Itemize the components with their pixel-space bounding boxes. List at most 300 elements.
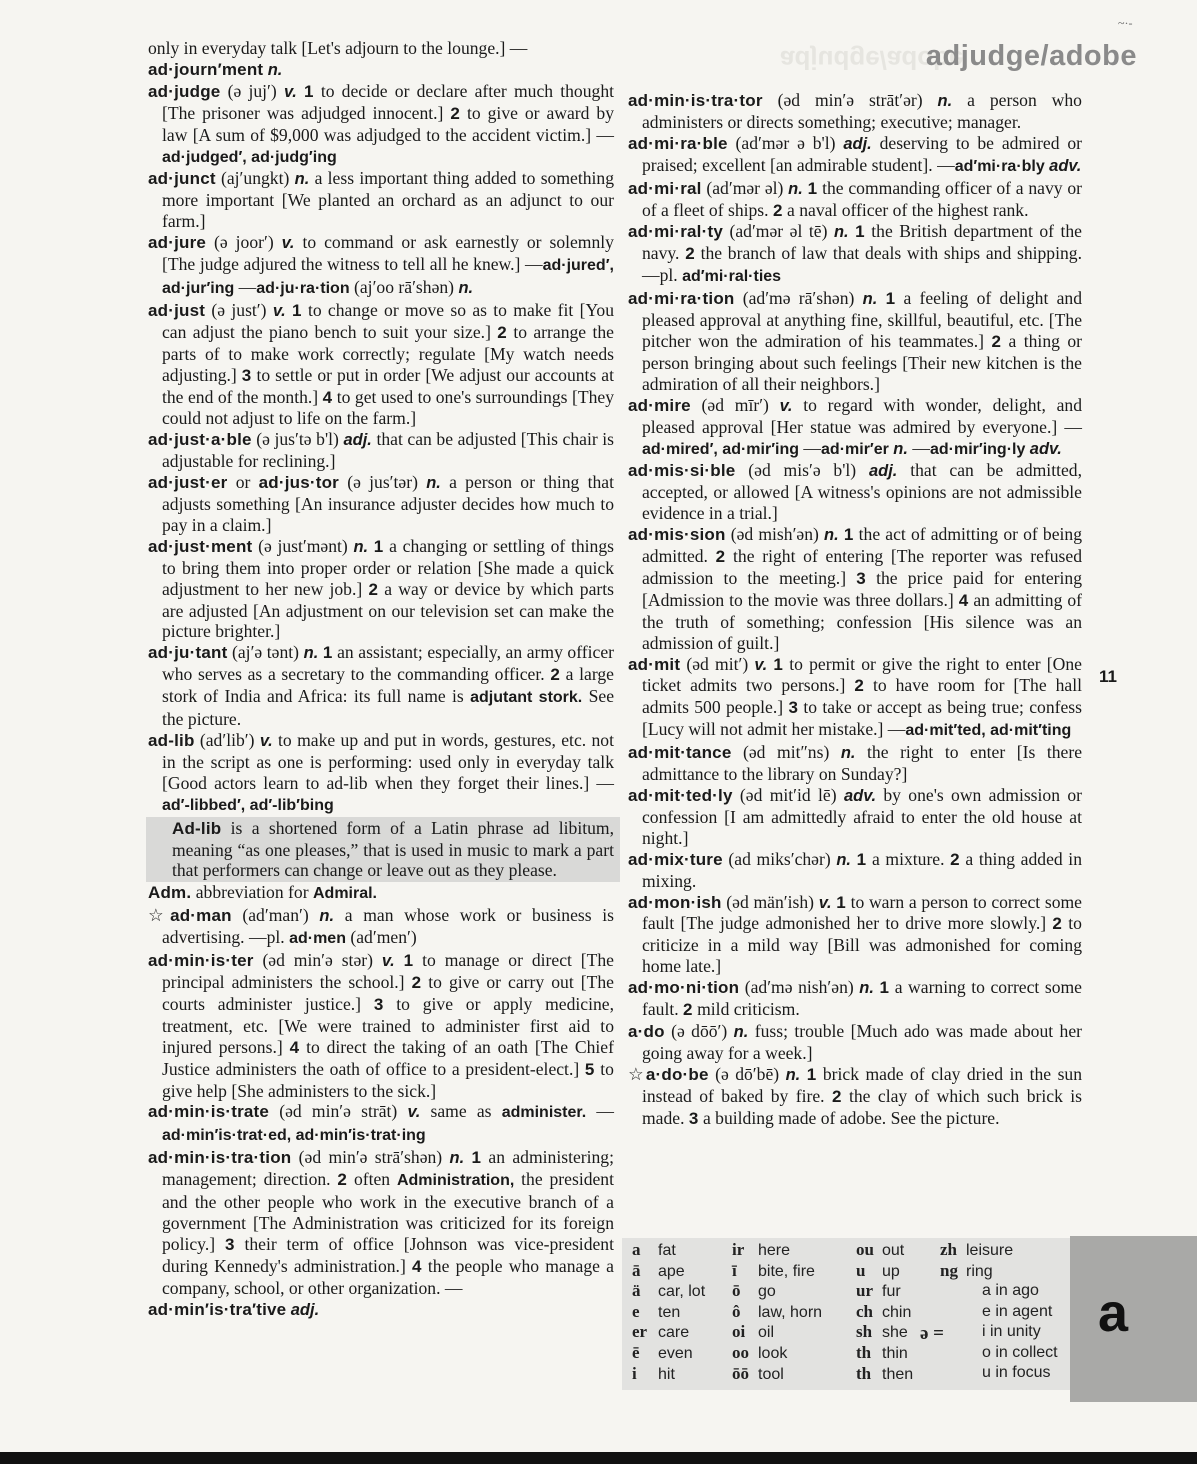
key-symbol: ī xyxy=(732,1260,737,1280)
entry-text: adjunct xyxy=(509,190,562,211)
entry-text: a warning to correct some fault. xyxy=(642,977,1082,1020)
dictionary-entry xyxy=(148,38,614,59)
entry-text: of his teammates.] xyxy=(841,330,992,351)
entry-text: See the picture. xyxy=(162,686,614,730)
entry-text: their term of office [Johnson was vice-president during Kennedy's xyxy=(162,1233,614,1276)
headword: 2 xyxy=(854,676,864,696)
entry-text: (əd min′ə strāt) xyxy=(269,1101,408,1122)
dictionary-entry xyxy=(628,133,1082,178)
entry-text: the school.] xyxy=(312,971,412,992)
headword: 2 xyxy=(685,244,695,264)
headword: 1 xyxy=(843,525,854,545)
key-row xyxy=(632,1302,705,1323)
part-of-speech: n. xyxy=(840,744,856,763)
entry-text: to our farm.] xyxy=(162,190,614,232)
run-on-form: Admiral. xyxy=(312,885,377,903)
key-word: even xyxy=(658,1344,693,1362)
entry-text: deserving to be admired or praised; excellent [an xyxy=(642,132,1082,175)
run-on-form: ad·mir′ing·ly xyxy=(929,440,1026,458)
headword: 1 xyxy=(292,300,302,320)
dictionary-entry xyxy=(148,950,614,1101)
key-column-4 xyxy=(940,1240,1013,1281)
entry-text: adjustable xyxy=(162,451,234,472)
part-of-speech: adj. xyxy=(343,431,372,450)
entry-text: a man whose work or business is advertising. — xyxy=(162,905,615,948)
dictionary-entry xyxy=(148,905,614,950)
entry-text: a changing or settling of things to bring them into proper order or relation [She made a quick xyxy=(162,535,614,578)
part-of-speech: n. xyxy=(319,907,335,926)
entry-text xyxy=(347,1169,354,1189)
part-of-speech: n. xyxy=(937,92,953,110)
left-column xyxy=(148,38,614,1320)
page-edge xyxy=(0,1452,1197,1464)
headword: ad·min′is·tra′tive xyxy=(148,1299,287,1319)
entry-text: adjourn xyxy=(345,38,399,58)
entry-text: that can be admitted, accepted, or allowed [A witness's opinions are not xyxy=(642,460,1082,503)
entry-text: to settle or put in order [We xyxy=(251,364,460,385)
entry-text: often xyxy=(353,1169,391,1190)
entry-text: admission xyxy=(642,567,714,588)
schwa-symbol: ə = xyxy=(920,1323,945,1344)
entry-text: a building made of adobe. xyxy=(698,1107,891,1128)
run-on-form: ad·mit′ted, ad·mit′ting xyxy=(905,722,1072,740)
part-of-speech: adv. xyxy=(1029,439,1062,458)
headword: ad·mon·ish xyxy=(628,892,722,912)
key-row xyxy=(732,1322,822,1343)
part-of-speech: n. xyxy=(862,290,878,309)
run-on-form: ad·men xyxy=(289,930,346,948)
headword: 2 xyxy=(337,1170,348,1190)
headword: a·do xyxy=(628,1021,665,1041)
dictionary-entry xyxy=(148,642,614,730)
entry-text: a person or thing that adjusts something [An insurance xyxy=(162,472,614,515)
key-symbol: ch xyxy=(856,1301,873,1321)
entry-text xyxy=(390,1169,397,1189)
headword: ad·mi·ra·ble xyxy=(628,133,728,153)
entry-text: — xyxy=(586,1101,614,1122)
key-row xyxy=(632,1281,705,1302)
headword: ad·mix·ture xyxy=(628,849,723,869)
entry-text: (ə dō′bē) xyxy=(708,1063,786,1084)
entry-text: brick made of clay dried in the sun instead of baked by fire. xyxy=(642,1063,1083,1106)
entry-text: administers xyxy=(268,1080,350,1101)
entry-text: administers xyxy=(231,971,313,992)
entry-text: Admission xyxy=(647,589,725,610)
entry-text: for reclining.] xyxy=(233,451,336,472)
key-word: car, lot xyxy=(658,1283,706,1301)
key-row xyxy=(856,1281,913,1302)
headword: ad·min·is·ter xyxy=(148,951,254,971)
entry-text: by one's own admission or confession [I am xyxy=(642,785,1082,827)
entry-text: (aj′ungkt) xyxy=(215,168,295,189)
entry-text: a feeling of delight and pleased approval at anything fine, skillful, beautiful, etc. [The pitcher won the xyxy=(642,288,1082,351)
entry-text: an admitting of the truth of something; confession [His silence was an xyxy=(642,589,1082,632)
key-word: then xyxy=(882,1365,914,1383)
entry-text: the clay of which such brick is made. xyxy=(642,1085,1083,1128)
entry-text: (ə dōō′) xyxy=(664,1020,734,1041)
headword: ad·mo·ni·tion xyxy=(628,978,740,998)
headword: 2 xyxy=(550,665,560,685)
entry-text: that can be adjusted [This chair is xyxy=(371,429,615,450)
key-symbol: er xyxy=(632,1322,648,1342)
key-row: o in collect xyxy=(982,1343,1058,1361)
key-row: i in unity xyxy=(982,1323,1041,1341)
entry-text xyxy=(877,288,885,308)
headword: 1 xyxy=(807,178,818,198)
dictionary-entry xyxy=(148,59,614,81)
headword: 3 xyxy=(224,1234,235,1254)
dictionary-entry xyxy=(628,221,1082,288)
key-row: a in ago xyxy=(982,1282,1039,1299)
entry-text: to have room for [The hall xyxy=(863,675,1082,696)
dictionary-entry xyxy=(628,1021,1082,1064)
part-of-speech: v. xyxy=(818,893,832,912)
entry-text: or xyxy=(227,472,259,493)
entry-text: to make up and put in words, gestures, etc. not in the script as one is performing: xyxy=(162,730,614,772)
entry-text: student]. — xyxy=(867,154,955,175)
key-symbol: ô xyxy=(732,1301,741,1321)
part-of-speech: n. xyxy=(833,223,849,242)
part-of-speech: n. xyxy=(458,278,474,297)
entry-text: her mistake.] — xyxy=(787,719,906,740)
entry-text: the people who manage a company, school, or other organization. — xyxy=(162,1255,614,1298)
entry-text: (əd mit″ns) xyxy=(731,742,841,763)
entry-text: abbreviation for xyxy=(195,882,309,903)
entry-text: the president and the other people who work in the executive branch of a government [The xyxy=(162,1169,614,1233)
entry-text: the witness to tell all he knew.] — xyxy=(296,254,543,275)
key-row xyxy=(856,1364,913,1385)
dictionary-entry xyxy=(148,168,614,232)
entry-text: only in everyday talk xyxy=(148,38,298,58)
dictionary-entry xyxy=(148,1101,614,1147)
entry-text: ado xyxy=(903,1020,930,1041)
key-row xyxy=(632,1240,705,1261)
run-on-form: administer. xyxy=(501,1104,587,1122)
headword: 2 xyxy=(991,331,1002,351)
key-symbol: a xyxy=(632,1240,641,1259)
part-of-speech: n. xyxy=(426,474,441,493)
headword: 4 xyxy=(322,387,333,407)
entry-text: 500 people.] xyxy=(688,697,789,718)
headword: 2 xyxy=(950,849,960,869)
entry-text: (ad miks′chər) xyxy=(722,848,837,869)
entry-text: — xyxy=(799,437,822,458)
key-row xyxy=(940,1240,1013,1261)
entry-text: (ə jus′tər) xyxy=(339,472,427,493)
part-of-speech: n. xyxy=(267,60,283,79)
key-symbol: i xyxy=(632,1363,637,1383)
entry-text: adjudged xyxy=(301,102,366,123)
key-column-2 xyxy=(732,1240,822,1384)
headword: ad·journ′ment xyxy=(148,59,264,79)
entry-text: the branch of law that deals with ships and shipping. — xyxy=(642,243,1082,286)
key-word: look xyxy=(758,1344,788,1362)
entry-text: (əd min′ə stər) xyxy=(253,950,382,971)
headword: 3 xyxy=(373,994,384,1014)
entry-text: our accounts at the end of the month.] xyxy=(162,364,615,407)
entry-text: decides how much to pay in a claim.] xyxy=(162,494,615,535)
entry-text: to criticize in a mild way [Bill was xyxy=(642,913,1082,956)
entry-text: same as xyxy=(430,1101,492,1122)
entry-text: admittance xyxy=(642,764,720,785)
key-word: tool xyxy=(758,1365,784,1383)
dictionary-entry xyxy=(148,730,614,817)
headword: ad·man xyxy=(170,906,232,926)
entry-text: admittedly xyxy=(771,806,847,827)
key-word: chin xyxy=(882,1303,912,1321)
entry-text: an assistant; especially, an army officer who serves as a secretary to the commanding officer. xyxy=(162,642,614,685)
part-of-speech: n. xyxy=(859,979,874,998)
entry-text: (ə juj′) xyxy=(220,80,284,101)
entry-text: adjust xyxy=(192,321,235,342)
entry-text: a person who administers or directs something; executive; manager. xyxy=(642,90,1082,132)
headword: 4 xyxy=(958,590,969,610)
headword: ad·just·ment xyxy=(148,536,253,556)
run-on-form: Administration, xyxy=(396,1172,515,1190)
dictionary-entry xyxy=(148,300,614,429)
key-symbol: ē xyxy=(632,1342,640,1362)
entry-text: adjustment xyxy=(285,600,363,621)
headword: ad·jus·tor xyxy=(258,473,339,493)
part-of-speech: n. xyxy=(303,644,319,663)
key-word: law, horn xyxy=(758,1303,823,1321)
entry-text: admission xyxy=(642,632,714,653)
entry-text: to change or move so as to make fit [You can xyxy=(162,299,614,342)
dictionary-entry xyxy=(628,1064,1082,1130)
headword: 2 xyxy=(831,1086,842,1106)
headword: 1 xyxy=(773,654,784,674)
key-word: care xyxy=(658,1324,690,1342)
key-symbol: oi xyxy=(732,1322,746,1342)
entry-text: pl. xyxy=(659,265,678,286)
key-word: bite, fire xyxy=(758,1262,815,1280)
headword: ad-lib xyxy=(148,731,195,750)
entry-text: to direct the taking of an oath [The Chief Justice xyxy=(162,1036,614,1079)
entry-text: Administration xyxy=(292,1212,399,1233)
key-symbol: ou xyxy=(856,1240,874,1259)
show-through-text: adjudge/adobe xyxy=(780,45,964,75)
entry-text: (əd män′ish) xyxy=(721,891,819,912)
entry-text: a large stork of India and Africa: xyxy=(162,664,614,707)
entry-text: (ad′lib′) xyxy=(194,730,260,750)
dictionary-entry xyxy=(148,429,614,472)
headword: ad·judge xyxy=(148,81,221,101)
usage-note xyxy=(146,817,620,883)
headword: ad·ju·tant xyxy=(148,643,228,663)
part-of-speech: n. xyxy=(449,1149,465,1168)
headword: 3 xyxy=(788,698,799,718)
headword: ad·jure xyxy=(148,233,207,253)
part-of-speech: n. xyxy=(785,1065,801,1084)
dictionary-entry xyxy=(628,849,1082,892)
key-row xyxy=(732,1343,822,1364)
entry-text: the right to enter [Is there xyxy=(855,742,1083,763)
entry-text: the oath of office to a president-elect.] xyxy=(296,1058,585,1079)
entry-text: adjust xyxy=(459,364,502,385)
entry-text: administers xyxy=(215,1058,297,1079)
dictionary-entry xyxy=(628,178,1082,222)
key-row xyxy=(856,1261,913,1282)
entry-text: adjusting. xyxy=(162,364,231,385)
entry-text: ☆ xyxy=(148,905,171,926)
entry-text: first aid to injured persons.] xyxy=(162,1015,614,1057)
part-of-speech: v. xyxy=(283,82,297,101)
headword: 2 xyxy=(715,547,726,567)
part-of-speech: v. xyxy=(754,655,768,674)
part-of-speech: n. xyxy=(893,439,908,458)
entry-text: (əd mit′) xyxy=(680,653,755,674)
entry-text: ☆ xyxy=(628,1063,646,1084)
key-word: hit xyxy=(658,1365,675,1383)
run-on-form: ad′mi·ra·bly xyxy=(954,157,1045,175)
headword: 4 xyxy=(289,1037,300,1057)
headword: ad·just·a·ble xyxy=(148,430,252,450)
part-of-speech: adj. xyxy=(843,134,872,153)
part-of-speech: v. xyxy=(381,952,395,971)
part-of-speech: v. xyxy=(281,234,295,253)
part-of-speech: n. xyxy=(733,1022,749,1041)
key-row xyxy=(632,1364,705,1385)
headword: ad·mit·ted·ly xyxy=(628,786,733,805)
entry-text: was made about her going away for a week.] xyxy=(642,1020,1082,1063)
entry-text: to give or award by law [A sum of $9,000 was xyxy=(162,102,615,145)
key-row: u in focus xyxy=(982,1364,1051,1382)
entry-text: admired xyxy=(892,416,951,437)
entry-text: admirable xyxy=(796,154,868,175)
key-word: she xyxy=(882,1324,908,1342)
entry-text: (əd mis′ə b'l) xyxy=(735,460,869,481)
entry-text: to regard with wonder, delight, and pleased approval [Her statue was xyxy=(642,394,1082,437)
entry-text: afraid to enter the old house at night.] xyxy=(642,806,1082,848)
key-row xyxy=(732,1302,822,1323)
entry-text: evidence in a trial.] xyxy=(642,503,778,524)
headword: ad·mis·sion xyxy=(628,525,726,545)
entry-text xyxy=(492,1101,502,1121)
entry-text: innocent.] xyxy=(365,102,451,123)
part-of-speech: v. xyxy=(272,301,286,320)
entry-text: ] xyxy=(230,364,242,385)
entry-text: justice.] xyxy=(292,993,374,1014)
entry-text: used only in everyday talk xyxy=(419,751,614,772)
dictionary-entry xyxy=(628,288,1082,395)
entry-text: (ə joor′) xyxy=(206,232,282,253)
entry-text: adjuster xyxy=(400,494,457,515)
key-row xyxy=(732,1261,822,1282)
key-row xyxy=(632,1261,705,1282)
key-symbol: u xyxy=(856,1260,866,1280)
headword: a·do·be xyxy=(645,1064,709,1084)
entry-text: adjustment xyxy=(162,578,240,599)
guide-words: adjudge/adobe xyxy=(925,40,1137,72)
headword: 2 xyxy=(683,1000,693,1020)
headword: 2 xyxy=(1052,914,1063,934)
entry-text: [Good actors learn to xyxy=(162,772,327,793)
headword: 1 xyxy=(879,978,890,998)
headword: 1 xyxy=(855,222,865,242)
key-symbol: ä xyxy=(632,1281,641,1301)
entry-text: a thing or person bringing about such feelings [Their new kitchen is the xyxy=(642,330,1082,373)
key-word: leisure xyxy=(966,1242,1014,1259)
entry-text: administer xyxy=(217,993,293,1014)
run-on-form: ad′-libbed′, ad′-lib′bing xyxy=(162,796,334,814)
run-on-form: ad·min′is·trat·ed, ad·min′is·trat·ing xyxy=(162,1127,426,1145)
entry-text: (əd min′ə strā′shən) xyxy=(291,1147,450,1168)
entry-text: (əd mīr′) xyxy=(690,394,780,415)
entry-text xyxy=(395,950,404,970)
key-symbol: ō xyxy=(732,1281,741,1301)
entry-text: (ad′man′) xyxy=(231,905,320,926)
headword: ad·mit·tance xyxy=(628,743,732,763)
entry-text: is a shortened form of a Latin phrase xyxy=(221,817,533,838)
dictionary-entry xyxy=(628,395,1082,461)
headword: ad·just xyxy=(148,300,206,320)
key-row xyxy=(732,1364,822,1385)
part-of-speech: adv. xyxy=(1049,156,1082,175)
key-word: out xyxy=(882,1242,905,1259)
entry-text: (ad′mər əl tē) xyxy=(722,221,834,242)
pronunciation-key xyxy=(622,1238,1070,1390)
part-of-speech: n. xyxy=(353,537,369,556)
dictionary-entry xyxy=(628,524,1082,653)
key-word: ape xyxy=(658,1262,685,1280)
run-on-form: adjutant stork. xyxy=(470,689,583,707)
entry-text: of guilt.] xyxy=(713,632,780,653)
entry-text: ad libitum, xyxy=(532,817,614,838)
key-word: here xyxy=(758,1242,791,1259)
entry-text: admiration xyxy=(642,373,719,394)
entry-text: to the lounge.] — xyxy=(398,38,528,58)
entry-text: (əd mit′id lē) xyxy=(732,785,844,805)
entry-text: fuss; trouble [Much xyxy=(748,1020,904,1041)
entry-text: (ad′mər əl) xyxy=(701,177,789,198)
key-row xyxy=(632,1322,705,1343)
part-of-speech: adj. xyxy=(868,462,898,481)
headword: 1 xyxy=(471,1148,482,1168)
headword: 3 xyxy=(688,1108,699,1128)
entry-text: — xyxy=(907,437,930,458)
key-column-1 xyxy=(632,1240,705,1384)
entry-text: the right of entering [The reporter was refused xyxy=(725,546,1082,567)
entry-text: mild criticism. xyxy=(692,999,800,1020)
entry-text: to the sick.] xyxy=(349,1080,437,1101)
entry-text: admissible xyxy=(1006,482,1082,503)
entry-text: to the movie was three dollars.] xyxy=(724,589,959,610)
headword: ad·mi·ral xyxy=(628,178,702,198)
entry-text: a naval officer of the highest rank. xyxy=(782,199,1029,220)
headword: 1 xyxy=(403,951,414,971)
entry-text: to get used to one's surroundings [They could not xyxy=(162,386,614,429)
key-row xyxy=(856,1302,913,1323)
entry-text: See the picture. xyxy=(890,1107,1000,1128)
entry-text: pl. xyxy=(266,927,285,948)
thumb-tab-letter: a xyxy=(1098,1283,1129,1343)
dictionary-entry xyxy=(628,892,1082,978)
headword: 1 xyxy=(303,81,314,101)
dictionary-entry xyxy=(148,232,614,300)
entry-text: admits xyxy=(690,675,737,696)
headword: 1 xyxy=(885,289,896,309)
entry-text: adjust xyxy=(232,408,275,429)
key-symbol: e xyxy=(632,1301,640,1321)
entry-text: to give help [She xyxy=(162,1058,614,1101)
entry-text: her to drive more slowly.] xyxy=(850,913,1053,934)
entry-text: to warn a person to correct some fault [The judge xyxy=(642,891,1082,934)
entry-text: of all their neighbors.] xyxy=(718,373,880,394)
key-symbol: ur xyxy=(856,1281,873,1301)
headword: ad·junct xyxy=(148,169,216,189)
key-word: fur xyxy=(882,1283,901,1301)
headword: ad·mis·si·ble xyxy=(628,461,736,481)
